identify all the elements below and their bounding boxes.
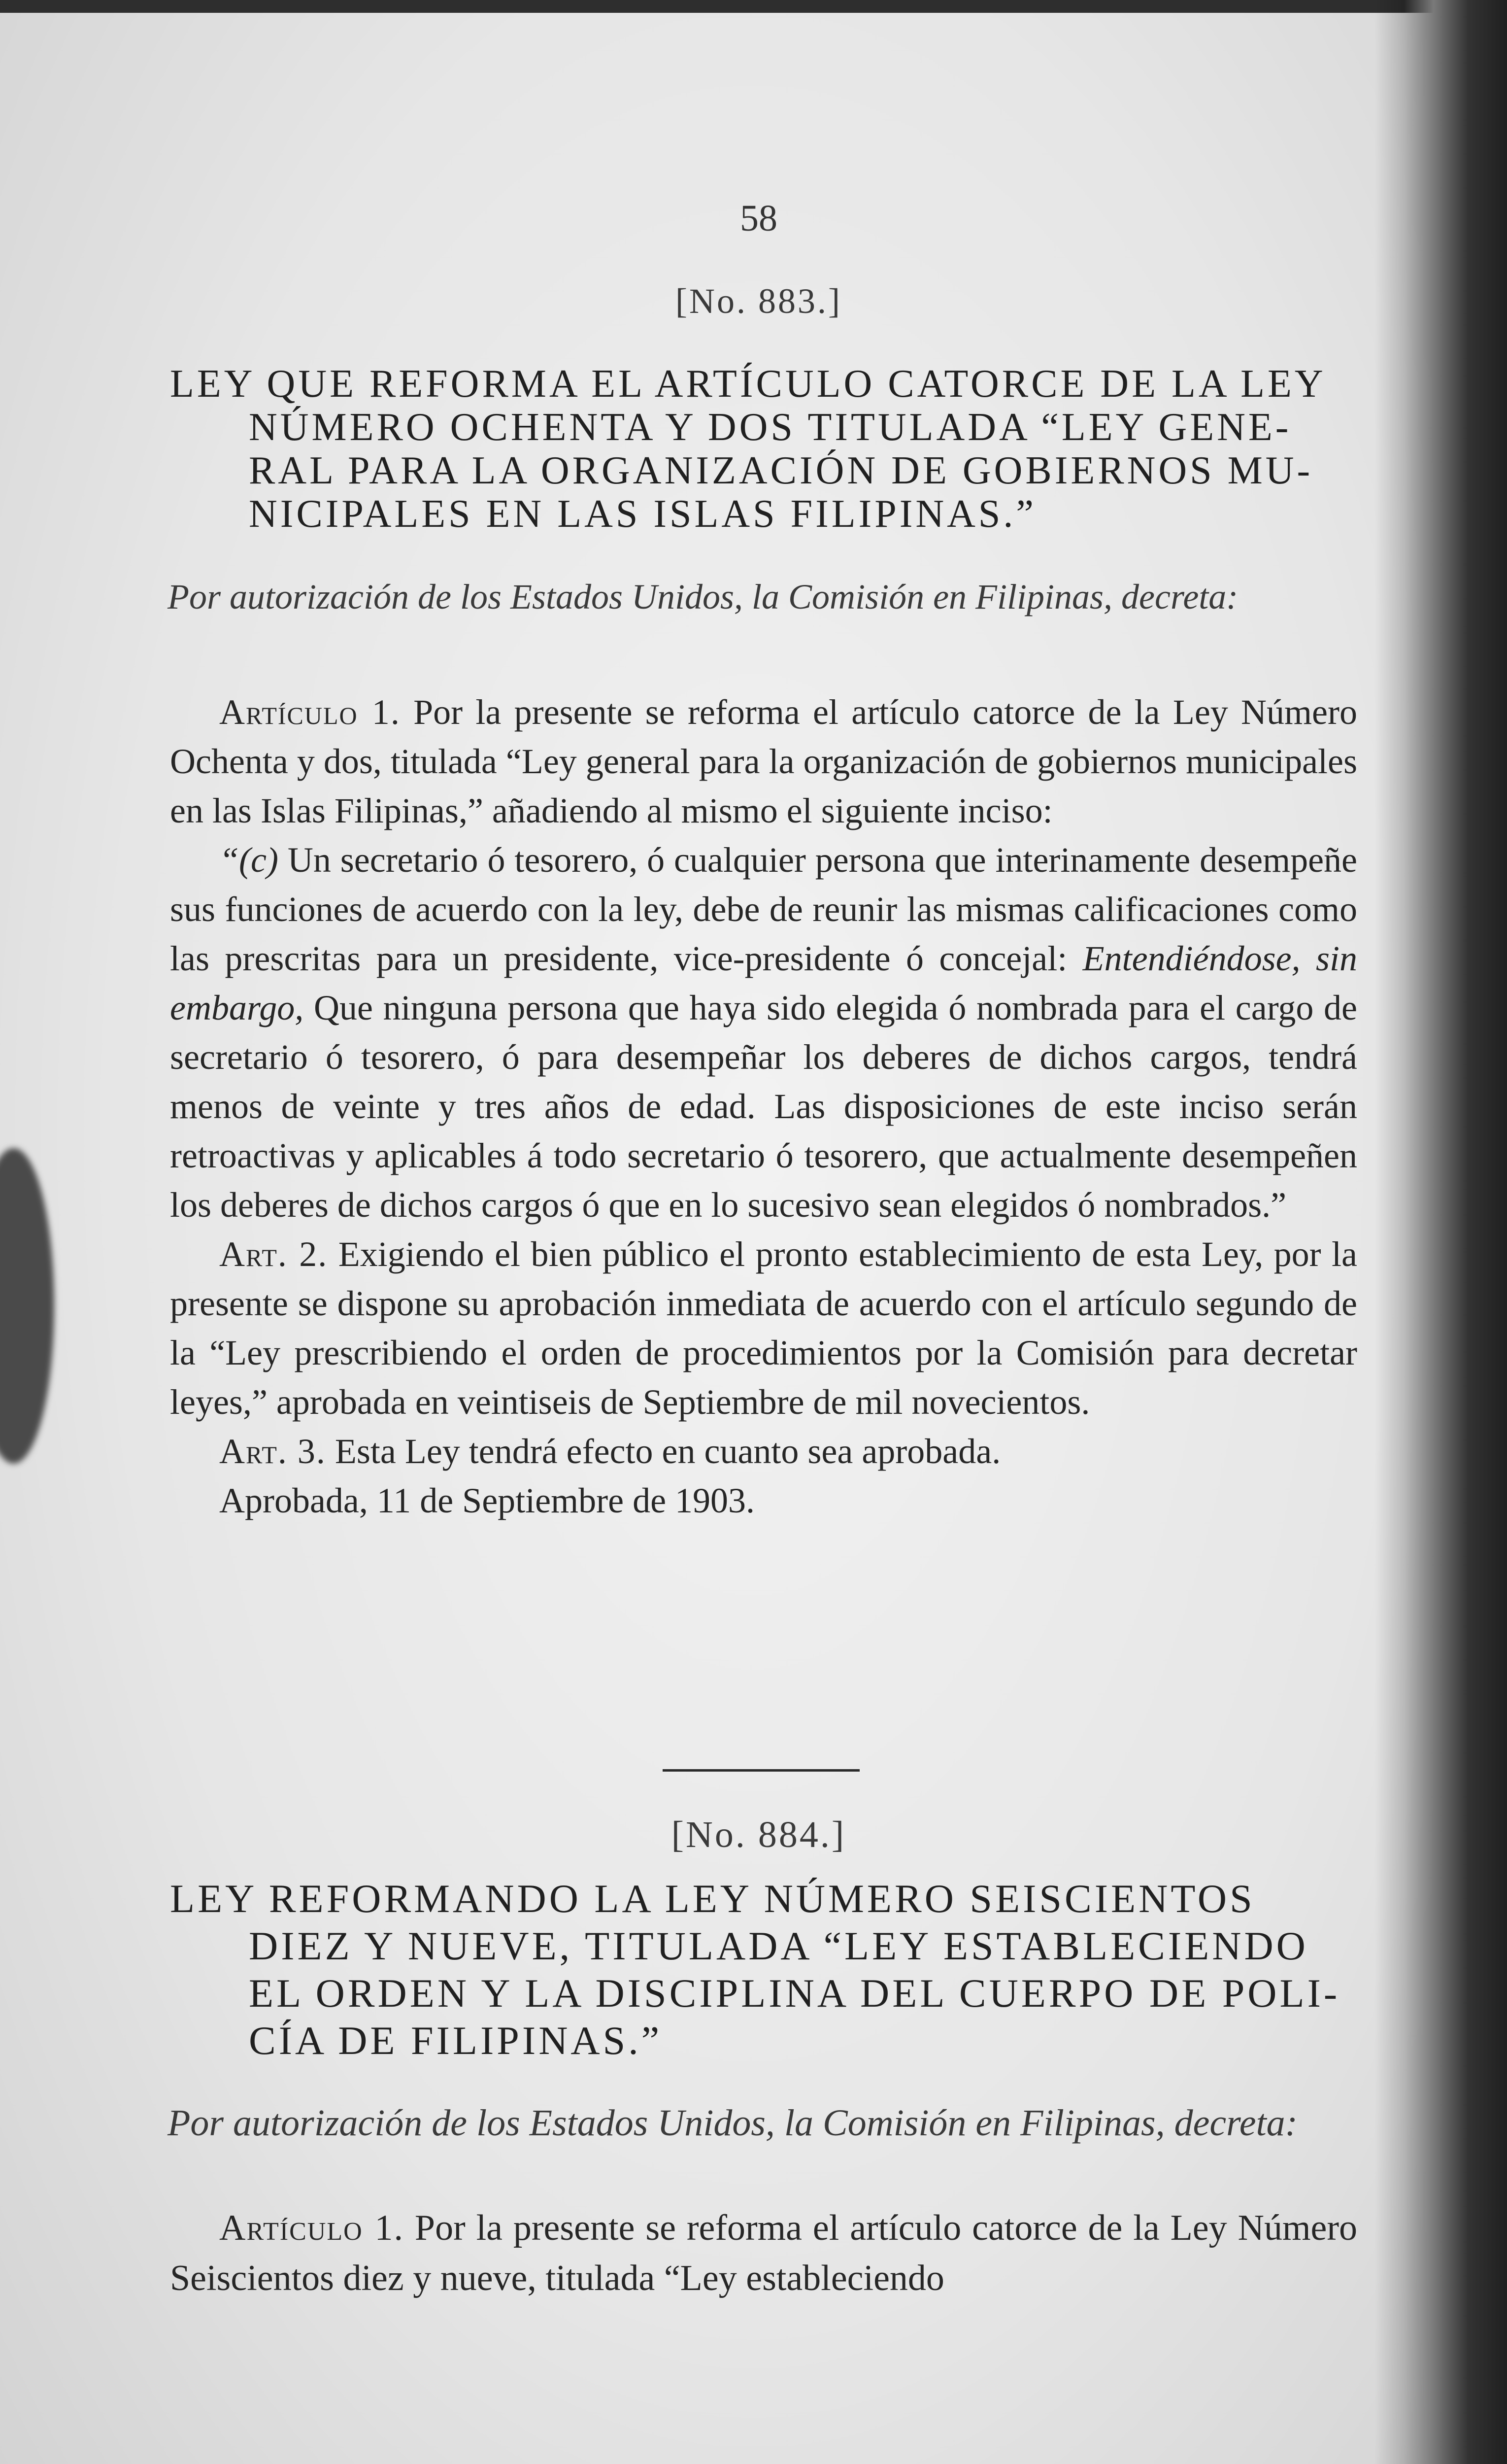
enacting-clause: Por autorización de los Estados Unidos, la Comisión en Filipinas, decreta: (167, 577, 1239, 616)
approval-date: Aprobada, 11 de Septiembre de 1903. (219, 1481, 755, 1520)
article-paragraph (170, 2203, 1357, 2303)
article-text: Por la presente se reforma el artículo catorce de la Ley Número Seiscientos diez y nueve, titulada “Ley estableciendo (170, 2208, 1358, 2298)
section-divider (663, 1769, 860, 1772)
article-label: Art. 3. (219, 1432, 326, 1471)
law-number: [No. 884.] (671, 1814, 846, 1855)
article-paragraph (170, 1230, 1357, 1427)
article-paragraph (170, 835, 1357, 1230)
law-title-line: NÚMERO OCHENTA Y DOS TITULADA “LEY GENE- (249, 406, 1292, 449)
book-spine-shadow (1374, 0, 1507, 2464)
page-number: 58 (740, 198, 777, 239)
law-title-line: RAL PARA LA ORGANIZACIÓN DE GOBIERNOS MU- (249, 449, 1313, 492)
law-number: [No. 883.] (675, 281, 842, 321)
article-italic-text: Entendiéndose, sin embargo, (170, 939, 1358, 1027)
article-text: Exigiendo el bien público el pronto establecimiento de esta Ley, por la presente se dispone su aprobación inmediata de acuerdo con el artículo segundo de la “Ley prescribiendo el orden de procedimientos por la Comisión para decretar leyes,” aprobada en veintiseis de Septiembre de mil novecientos. (170, 1234, 1358, 1422)
law-body (170, 687, 1357, 1525)
article-paragraph (170, 1427, 1357, 1476)
article-text: Un secretario ó tesorero, ó cualquier persona que interinamente desempeñe sus funciones de acuerdo con la ley, debe de reunir las mismas calificaciones como las prescritas para un presidente, vice-presidente ó concejal: (170, 840, 1358, 978)
law-title-line: LEY REFORMANDO LA LEY NÚMERO SEISCIENTOS (170, 1876, 1255, 1921)
law-title-line: EL ORDEN Y LA DISCIPLINA DEL CUERPO DE POLI- (249, 1971, 1340, 2016)
article-text: Esta Ley tendrá efecto en cuanto sea aprobada. (335, 1432, 1001, 1471)
law-title (170, 362, 1357, 536)
law-title-line: CÍA DE FILIPINAS.” (249, 2018, 663, 2063)
law-title-line: NICIPALES EN LAS ISLAS FILIPINAS.” (249, 492, 1037, 536)
article-label: “(c) (219, 840, 278, 880)
article-label: Art. 2. (219, 1234, 328, 1274)
law-title (170, 1875, 1357, 2064)
article-text: Por la presente se reforma el artículo catorce de la Ley Número Ochenta y dos, titulada “Ley general para la organización de gobiernos municipales en las Islas Filipinas,” añadiendo al mismo el siguiente inciso: (170, 692, 1357, 830)
article-label: Artículo 1. (219, 692, 401, 732)
article-text: Que ninguna persona que haya sido elegida ó nombrada para el cargo de secretario ó tesorero, ó para desempeñar los deberes de dichos cargos, tendrá menos de veinte y tres años de edad. Las disposiciones de este inciso serán retroactivas y aplicables á todo secretario ó tesorero, que actualmente desempeñen los deberes de dichos cargos ó que en lo sucesivo sean elegidos ó nombrados.” (170, 988, 1358, 1225)
law-title-line: DIEZ Y NUEVE, TITULADA “LEY ESTABLECIENDO (249, 1923, 1308, 1968)
article-paragraph (170, 687, 1357, 835)
law-title-line: LEY QUE REFORMA EL ARTÍCULO CATORCE DE LA LEY (170, 362, 1326, 406)
article-label: Artículo 1. (219, 2208, 404, 2248)
law-body (170, 2203, 1357, 2303)
enacting-clause: Por autorización de los Estados Unidos, la Comisión en Filipinas, decreta: (167, 2102, 1298, 2144)
